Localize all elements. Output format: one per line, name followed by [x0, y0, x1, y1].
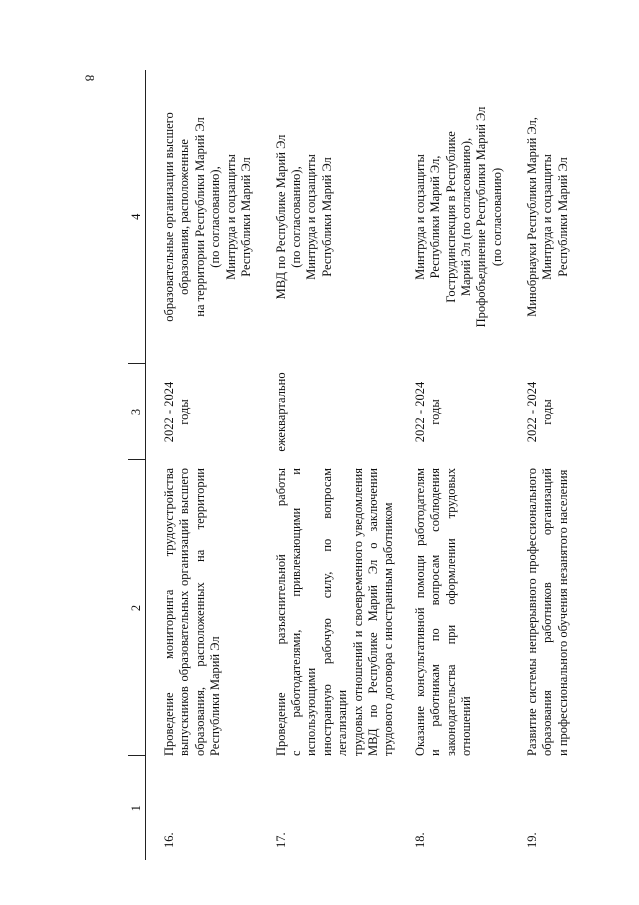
measure-description-line: с работодателями, привлекающими и использующими: [288, 468, 319, 756]
responsible-executors-line: Минтруда и соцзащиты: [412, 154, 427, 280]
execution-period: [146, 364, 258, 460]
measure-description-line: МВД по Республике Марий Эл о заключении: [365, 468, 380, 756]
execution-period-line: 2022 - 2024: [412, 381, 427, 443]
execution-period-line: 2022 - 2024: [162, 381, 176, 443]
measure-description-line: законодательства при оформлении трудовых: [443, 468, 458, 756]
responsible-executors: [146, 70, 258, 364]
measures-table: [128, 70, 595, 860]
responsible-executors-line: МВД по Республике Марий Эл: [273, 134, 288, 300]
responsible-executors: [397, 70, 525, 364]
responsible-executors-line: Гострудинспекция в Республике: [443, 131, 458, 303]
measure-description-line: Проведение мониторинга трудоустройства: [162, 468, 176, 756]
measure-description-line: образования работников организаций: [540, 468, 555, 756]
responsible-executors-line: (по согласованию),: [208, 166, 223, 268]
rotated-page-content: [128, 70, 588, 860]
responsible-executors-line: Марий Эл (по согласованию),: [458, 137, 473, 297]
measure-description-line: иностранную рабочую силу, по вопросам легализации: [319, 468, 350, 756]
measure-description-line: трудовых отношений и своевременного уведомления: [350, 468, 365, 756]
measure-description-line: трудового договора с иностранным работником: [381, 502, 396, 756]
execution-period: [397, 364, 525, 460]
table-row: [258, 70, 397, 860]
responsible-executors-line: образования, расположенные: [177, 139, 192, 295]
responsible-executors-line: Минтруда и соцзащиты: [304, 154, 319, 280]
responsible-executors: [258, 70, 397, 364]
responsible-executors-line: (по согласованию),: [288, 166, 303, 268]
execution-period: [258, 364, 397, 460]
responsible-executors: [525, 70, 595, 364]
responsible-executors-line: Минтруда и соцзащиты: [223, 154, 238, 280]
measure-description: [525, 460, 595, 756]
measure-description: [258, 460, 397, 756]
measure-description-line: образования, расположенных на территории: [192, 468, 207, 756]
measure-description-line: Проведение разъяснительной работы: [273, 468, 288, 756]
responsible-executors-line: Республики Марий Эл,: [428, 155, 443, 279]
responsible-executors-line: Республики Марий Эл: [239, 157, 254, 277]
table-header-row: [128, 70, 146, 860]
responsible-executors-line: на территории Республики Марий Эл: [192, 117, 207, 317]
measure-description-line: Республики Марий Эл: [208, 636, 223, 756]
responsible-executors-line: Профобъединение Республики Марий Эл: [474, 106, 489, 328]
responsible-executors-line: (по согласованию): [489, 167, 504, 267]
row-number: 18.: [412, 832, 427, 848]
measure-description-line: и работникам по вопросам соблюдения: [428, 468, 443, 756]
measure-description: [146, 460, 258, 756]
responsible-executors-line: Минобрнауки Республики Марий Эл,: [524, 117, 539, 317]
column-header: 1: [128, 756, 146, 860]
table-row: [146, 70, 258, 860]
measure-description-line: Развитие системы непрерывного профессионального: [524, 468, 539, 756]
execution-period-line: 2022 - 2024: [524, 381, 539, 443]
measure-description-line: отношений: [458, 696, 473, 756]
row-number: 19.: [524, 832, 539, 848]
execution-period: [525, 364, 595, 460]
table-row: [397, 70, 525, 860]
measure-description-line: и профессионального обучения незанятого населения: [555, 469, 570, 756]
execution-period-line: годы: [540, 399, 555, 425]
execution-period-line: годы: [177, 399, 192, 425]
responsible-executors-line: Республики Марий Эл: [319, 157, 334, 277]
column-header: 3: [128, 364, 146, 460]
row-number: 17.: [273, 832, 288, 848]
responsible-executors-line: образовательные организации высшего: [162, 112, 176, 322]
measure-description: [397, 460, 525, 756]
row-number: 16.: [162, 832, 176, 848]
measure-description-line: выпускников образовательных организаций высшего: [177, 468, 192, 756]
measure-description-line: Оказание консультативной помощи работодателям: [412, 468, 427, 756]
responsible-executors-line: Республики Марий Эл: [555, 157, 570, 277]
column-header: 4: [128, 70, 146, 364]
responsible-executors-line: Минтруда и соцзащиты: [540, 154, 555, 280]
column-header: 2: [128, 460, 146, 756]
page-number: 8: [82, 74, 98, 82]
execution-period-line: годы: [428, 399, 443, 425]
table-row: [525, 70, 595, 860]
execution-period-line: ежеквартально: [273, 372, 288, 452]
